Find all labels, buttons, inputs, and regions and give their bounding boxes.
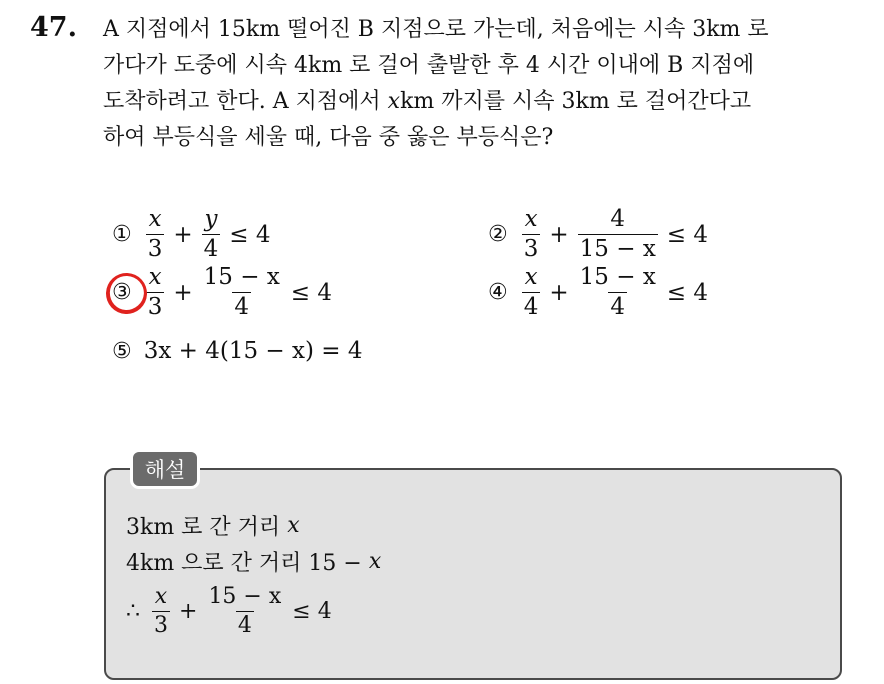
question-line-4: 하여 부등식을 세울 때, 다음 중 옳은 부등식은? (103, 125, 554, 150)
solution-inequality: ∴ $\frac{x}{3}$ + $\frac{15 - x}{4}$ ≤ 4 (126, 584, 332, 638)
question-line-3: 도착하려고 한다. A 지점에서 xkm 까지를 시속 3km 로 걸어간다고 (103, 89, 752, 114)
choice-3[interactable]: ③ $\frac{x}{3}$ + $\frac{15 - x}{4}$ ≤ 4 (112, 266, 339, 319)
choice-5-expression: 3x + 4(15 − x) = 4 (143, 338, 363, 364)
fraction: $\frac{15 - x}{4}$ (579, 264, 656, 320)
question-line-2: 가다가 도중에 시속 4km 로 걸어 출발한 후 4 시간 이내에 B 지점에 (103, 53, 755, 78)
fraction: $\frac{x}{4}$ (523, 264, 539, 320)
solution-line-2: 4km 으로 간 거리 15 − x (126, 549, 382, 576)
choice-2[interactable]: ② $\frac{x}{3}$ + $\frac{4}{15 - x}$ ≤ 4 (488, 206, 709, 262)
fraction: $\frac{x}{3}$ (147, 264, 163, 320)
choice-4[interactable]: ④ $\frac{x}{4}$ + $\frac{15 - x}{4}$ ≤ 4 (488, 264, 709, 320)
solution-tag: 해설 (130, 449, 200, 489)
fraction: $\frac{15 - x}{4}$ (203, 264, 280, 320)
fraction: $\frac{y}{4}$ (203, 206, 219, 262)
choice-1[interactable]: ① $\frac{x}{3}$ + $\frac{y}{4}$ ≤ 4 (112, 206, 271, 262)
question-number: 47. (30, 12, 77, 43)
fraction: $\frac{4}{15 - x}$ (579, 206, 656, 262)
solution-line-1: 3km 로 간 거리 x (126, 513, 300, 540)
fraction: $\frac{x}{3}$ (147, 206, 163, 262)
choice-5[interactable]: ⑤ 3x + 4(15 − x) = 4 (112, 338, 363, 364)
fraction: $\frac{15 - x}{4}$ (208, 584, 282, 638)
question-line-1: A 지점에서 15km 떨어진 B 지점으로 가는데, 처음에는 시속 3km 로 (103, 17, 769, 42)
fraction: $\frac{x}{3}$ (523, 206, 539, 262)
question-text (103, 12, 863, 156)
fraction: $\frac{x}{3}$ (154, 584, 168, 638)
